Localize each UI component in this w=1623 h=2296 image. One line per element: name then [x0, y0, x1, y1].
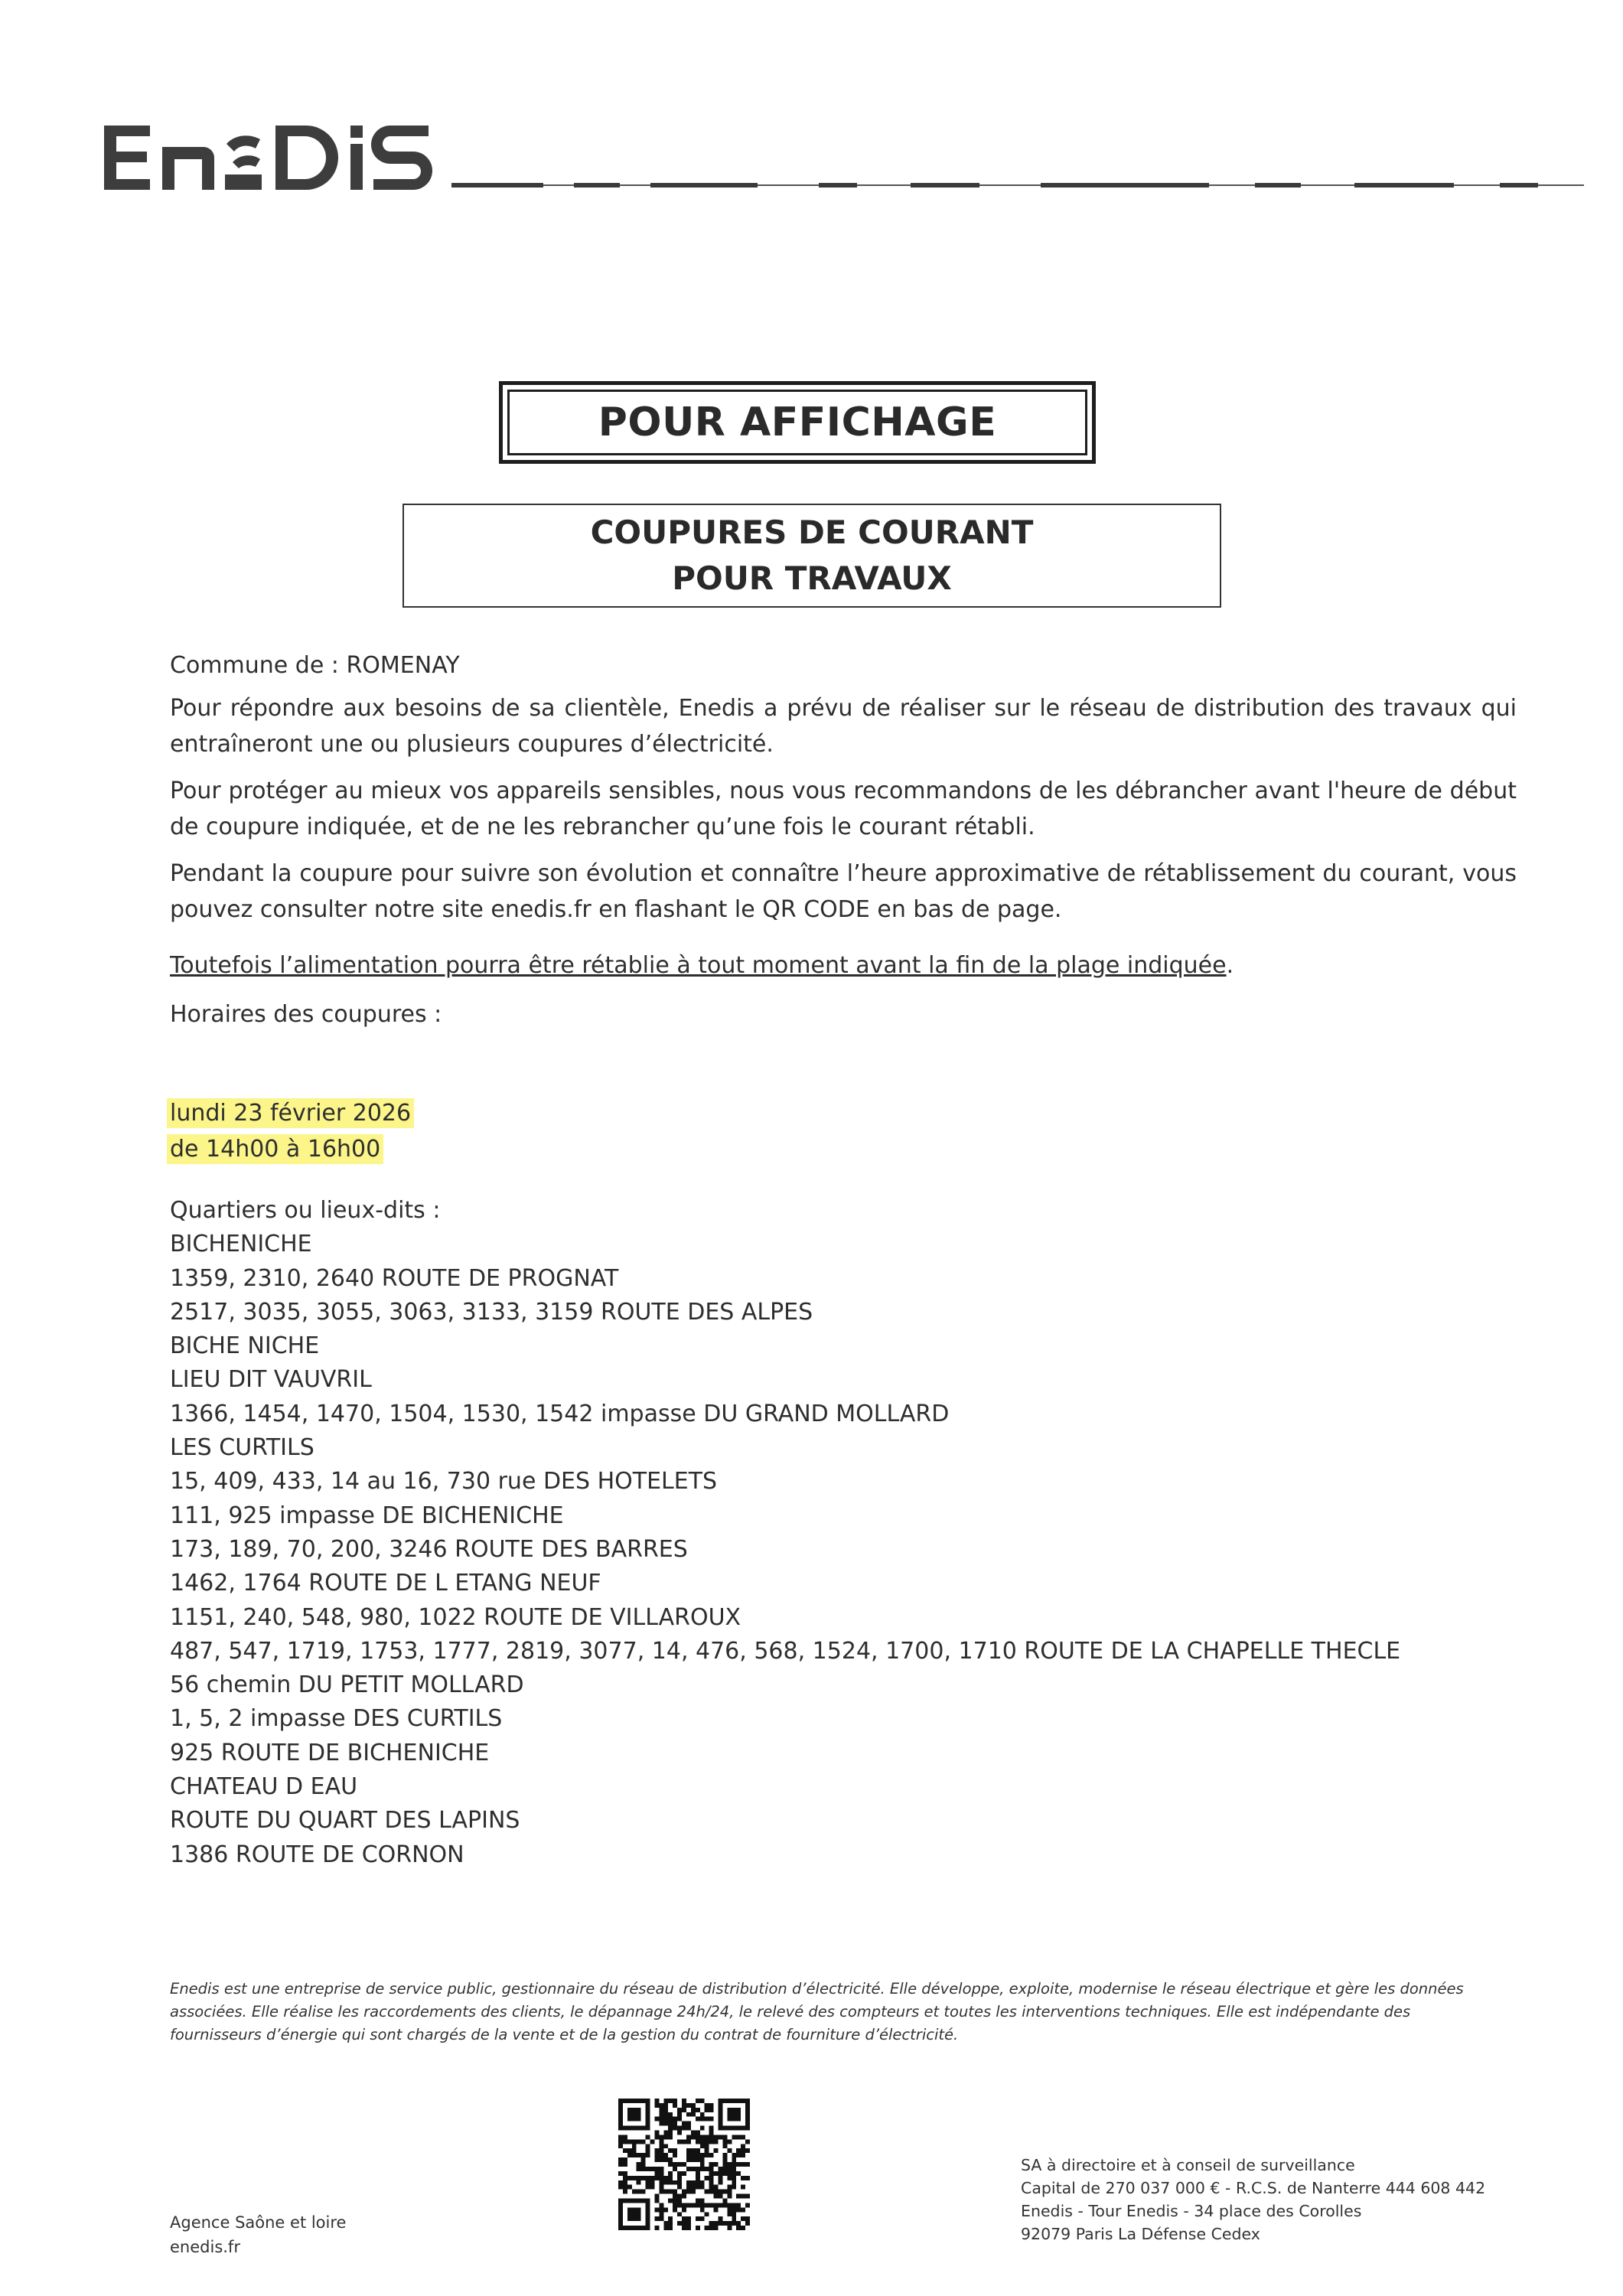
list-item: 925 ROUTE DE BICHENICHE	[170, 1739, 490, 1766]
legal-info	[1021, 2154, 1485, 2245]
warning-text: Toutefois l’alimentation pourra être rétablie à tout moment avant la fin de la plage indiquée	[170, 952, 1227, 979]
list-item: 173, 189, 70, 200, 3246 ROUTE DES BARRES	[170, 1535, 688, 1563]
outage-date: lundi 23 février 2026	[167, 1098, 414, 1128]
subtitle-line-2: POUR TRAVAUX	[672, 559, 952, 597]
list-item: 487, 547, 1719, 1753, 1777, 2819, 3077, 14, 476, 568, 1524, 1700, 1710 ROUTE DE LA CHAPELLE THECLE	[170, 1637, 1401, 1665]
list-item: 56 chemin DU PETIT MOLLARD	[170, 1671, 524, 1699]
qr-code-icon[interactable]	[618, 2099, 750, 2230]
legal-line: 92079 Paris La Défense Cedex	[1021, 2225, 1260, 2243]
list-item: 1386 ROUTE DE CORNON	[170, 1841, 464, 1868]
title-box	[499, 381, 1096, 464]
list-item: 1366, 1454, 1470, 1504, 1530, 1542 impasse DU GRAND MOLLARD	[170, 1400, 950, 1427]
agency-block	[170, 2210, 346, 2259]
paragraph-3: Pendant la coupure pour suivre son évolution et connaître l’heure approximative de rétablissement du courant, vous pouvez consulter notre site enedis.fr en flashant le QR CODE en bas de page.	[170, 860, 1517, 923]
enedis-logo-icon	[98, 121, 435, 197]
paragraph-2: Pour protéger au mieux vos appareils sensibles, nous vous recommandons de les débrancher avant l'heure de début de coupure indiquée, et de ne les rebrancher qu’une fois le courant rétabli.	[170, 778, 1517, 840]
list-item: LIEU DIT VAUVRIL	[170, 1366, 372, 1394]
schedule-label: Horaires des coupures :	[170, 1001, 442, 1028]
paragraph-1: Pour répondre aux besoins de sa clientèle, Enedis a prévu de réaliser sur le réseau de distribution des travaux qui entraîneront une ou plusieurs coupures d’électricité.	[170, 695, 1517, 758]
warning-period: .	[1226, 952, 1234, 979]
list-item: BICHE NICHE	[170, 1332, 320, 1360]
legal-line: SA à directoire et à conseil de surveillance	[1021, 2156, 1355, 2174]
legal-line: Capital de 270 037 000 € - R.C.S. de Nanterre 444 608 442	[1021, 2179, 1486, 2197]
areas-list	[170, 1194, 1400, 1872]
list-item: 1462, 1764 ROUTE DE L ETANG NEUF	[170, 1570, 601, 1597]
list-item: 1151, 240, 548, 980, 1022 ROUTE DE VILLAROUX	[170, 1603, 741, 1631]
header-rule	[451, 182, 1584, 188]
list-item: 15, 409, 433, 14 au 16, 730 rue DES HOTELETS	[170, 1468, 718, 1495]
company-disclaimer: Enedis est une entreprise de service public, gestionnaire du réseau de distribution d’électricité. Elle développe, exploite, modernise le réseau électrique et gère les données associées. Elle réalise les raccordements des clients, le dépannage 24h/24, le relevé des compteurs et toutes les interventions techniques. Elle est indépendante des fournisseurs d’énergie qui sont chargés de la vente et de la gestion du contrat de fourniture d’électricité.	[170, 1980, 1464, 2043]
subtitle-box	[402, 504, 1221, 608]
subtitle-line-1: COUPURES DE COURANT	[590, 514, 1034, 551]
commune-line: Commune de : ROMENAY	[170, 652, 460, 679]
schedule-block	[170, 1095, 1517, 1167]
list-item: CHATEAU D EAU	[170, 1773, 358, 1801]
agency-name: Agence Saône et loire	[170, 2213, 347, 2232]
website-link[interactable]: enedis.fr	[170, 2238, 240, 2256]
outage-time: de 14h00 à 16h00	[167, 1134, 383, 1164]
list-item: LES CURTILS	[170, 1434, 314, 1462]
page-title: POUR AFFICHAGE	[507, 390, 1087, 455]
areas-label: Quartiers ou lieux-dits :	[170, 1197, 441, 1224]
list-item: 111, 925 impasse DE BICHENICHE	[170, 1502, 564, 1529]
list-item: 1, 5, 2 impasse DES CURTILS	[170, 1705, 503, 1733]
list-item: ROUTE DU QUART DES LAPINS	[170, 1807, 520, 1835]
list-item: 2517, 3035, 3055, 3063, 3133, 3159 ROUTE DES ALPES	[170, 1298, 813, 1326]
paragraph-4	[170, 947, 1517, 983]
list-item: BICHENICHE	[170, 1231, 312, 1258]
legal-line: Enedis - Tour Enedis - 34 place des Corolles	[1021, 2202, 1362, 2220]
list-item: 1359, 2310, 2640 ROUTE DE PROGNAT	[170, 1264, 619, 1292]
